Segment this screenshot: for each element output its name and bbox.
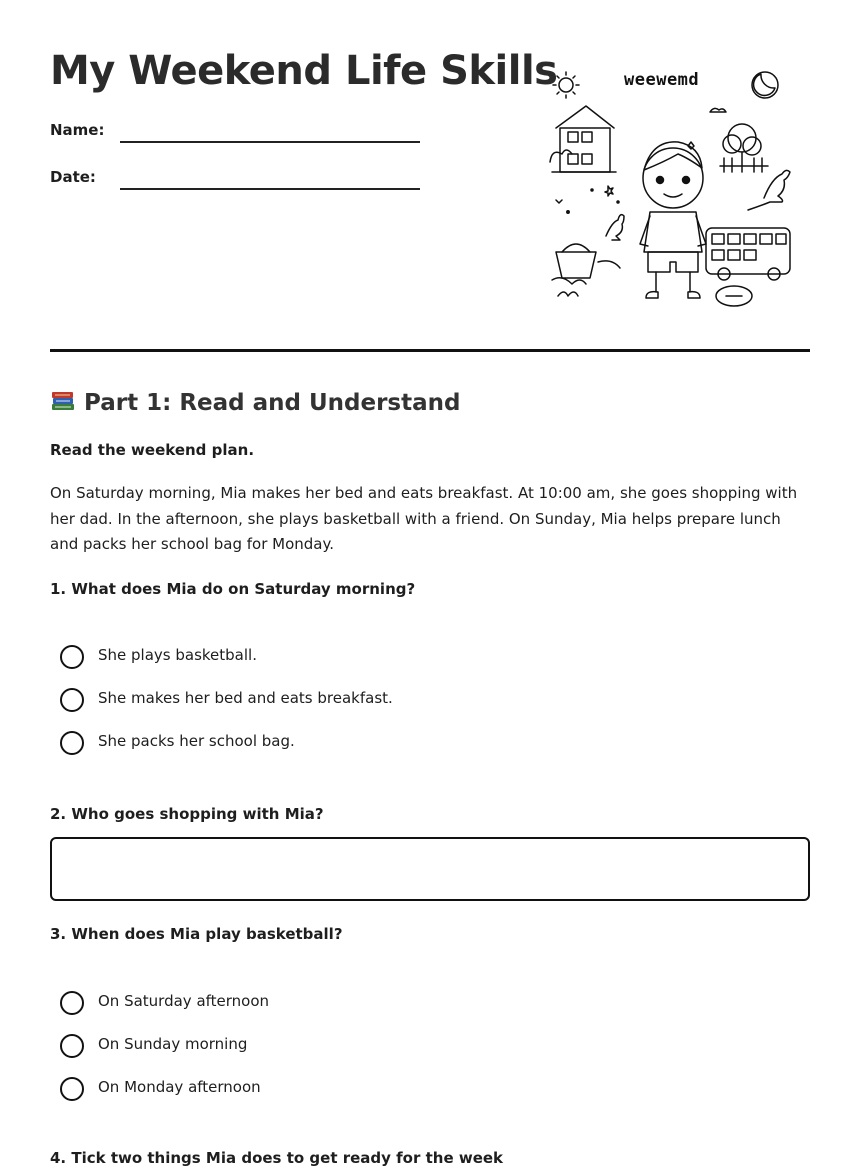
q1-option-3-radio[interactable] [60, 731, 84, 755]
q1-option-2-label: She makes her bed and eats breakfast. [98, 689, 393, 707]
child-icon [640, 142, 706, 298]
illustration-caption: weewemd [624, 70, 700, 90]
date-input[interactable] [120, 164, 420, 190]
q3-option-2-radio[interactable] [60, 1034, 84, 1058]
name-input[interactable] [120, 117, 420, 143]
moon-icon [752, 72, 778, 98]
picnic-icon [552, 244, 620, 296]
q3-option-2-label: On Sunday morning [98, 1035, 248, 1053]
weekend-illustration [548, 66, 798, 310]
q3-option-3-label: On Monday afternoon [98, 1078, 261, 1096]
question-2: 2. Who goes shopping with Mia? [50, 805, 324, 823]
question-4: 4. Tick two things Mia does to get ready for the week [50, 1149, 504, 1167]
name-label: Name: [50, 121, 105, 139]
q3-option-3-radio[interactable] [60, 1077, 84, 1101]
q1-option-1-radio[interactable] [60, 645, 84, 669]
worksheet-header [50, 0, 810, 352]
part1-title-text: Part 1: Read and Understand [84, 390, 461, 416]
kangaroo-small-icon [606, 215, 624, 240]
q1-option-1-label: She plays basketball. [98, 646, 257, 664]
header-divider [50, 349, 810, 352]
question-2-answer-input[interactable] [50, 837, 810, 901]
reading-instruction: Read the weekend plan. [50, 441, 255, 459]
bus-icon [706, 228, 790, 280]
worksheet-page [50, 0, 810, 1167]
date-label: Date: [50, 168, 96, 186]
q3-option-1-radio[interactable] [60, 991, 84, 1015]
q1-option-3-label: She packs her school bag. [98, 732, 295, 750]
question-1: 1. What does Mia do on Saturday morning? [50, 580, 416, 598]
football-icon [716, 286, 752, 306]
sun-icon [553, 72, 579, 98]
books-icon [50, 389, 76, 413]
reading-passage: On Saturday morning, Mia makes her bed and eats breakfast. At 10:00 am, she goes shopping with her dad. In the afternoon, she plays basketball with a friend. On Sunday, Mia helps prepare lunch and packs her school bag for Monday. [50, 484, 798, 553]
q3-option-1-label: On Saturday afternoon [98, 992, 270, 1010]
house-icon [552, 106, 616, 172]
question-3: 3. When does Mia play basketball? [50, 925, 343, 943]
kangaroo-icon [748, 170, 790, 210]
cloud-icon [710, 108, 726, 112]
tree-icon [720, 124, 768, 172]
q1-option-2-radio[interactable] [60, 688, 84, 712]
worksheet-title: My Weekend Life Skills [50, 48, 558, 94]
part1-title [50, 389, 460, 416]
